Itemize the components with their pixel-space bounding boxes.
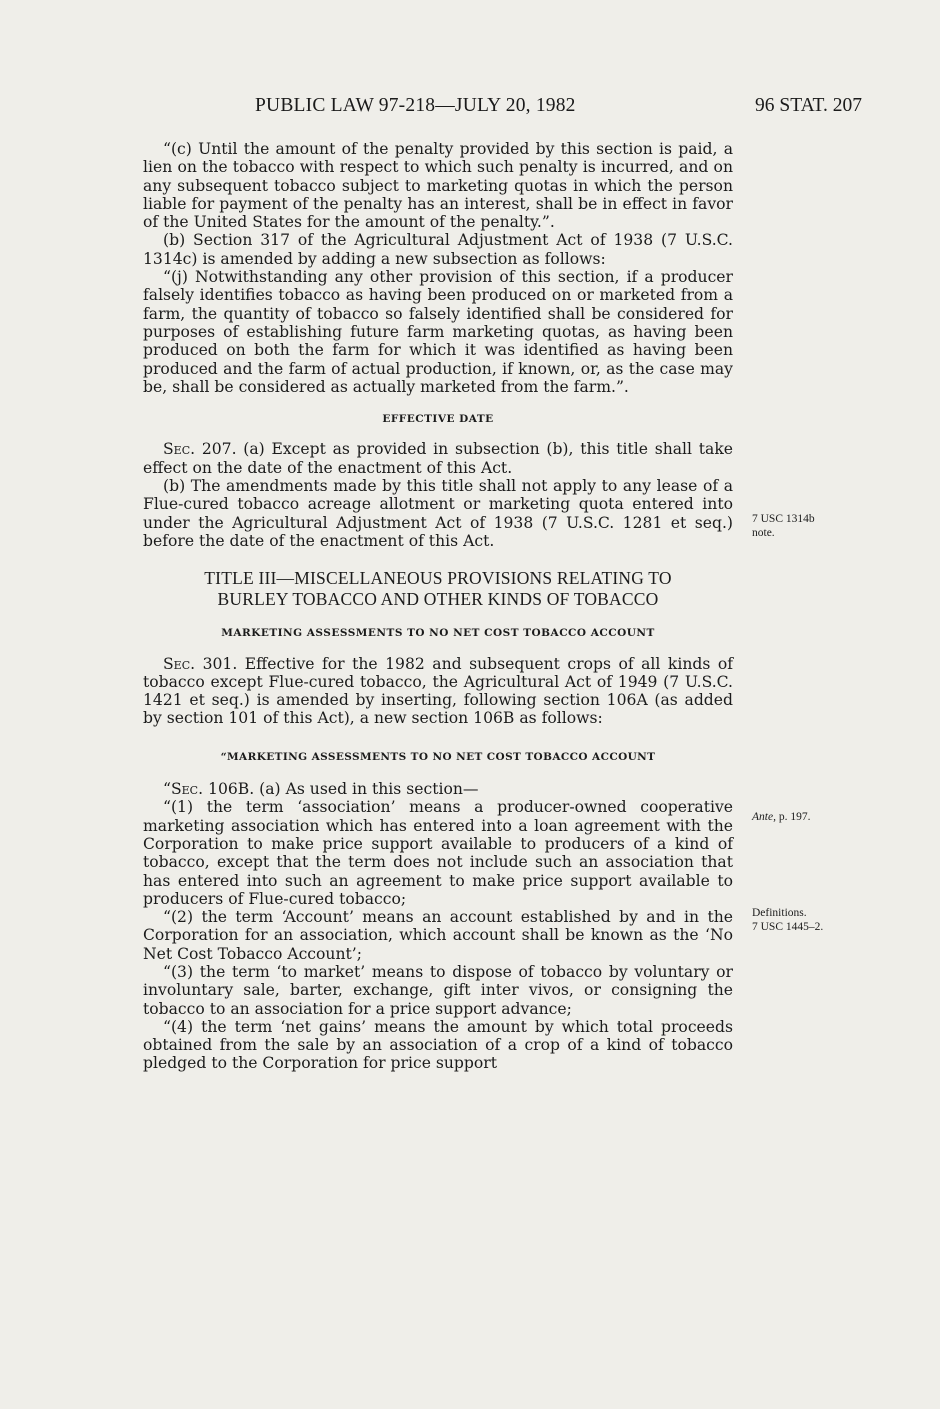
sec-207a-text: 207. (a) Except as provided in subsection (b), this title shall take effect on the date of the enactment of this Act.	[143, 440, 733, 477]
paragraph-sec-301	[143, 655, 733, 728]
definition-net-gains: “(4) the term ‘net gains’ means the amount by which total proceeds obtained from the sale by an association of a crop of a kind of tobacco pledged to the Corporation for price support	[143, 1017, 733, 1073]
definition-association: “(1) the term ‘association’ means a producer-owned cooperative marketing association which has entered into a loan agreement with the Corporation to make price support available to producers of a kind of tobacco, except that the term does not include such an association that has entered into such an agreement to make price support available to producers of Flue-cured tobacco;	[143, 798, 733, 908]
paragraph-lien: “(c) Until the amount of the penalty provided by this section is paid, a lien on the tobacco with respect to which such penalty is incurred, and on any subsequent tobacco subject to marketing quotas in which the person liable for payment of the penalty has an interest, shall be in effect in favor of the United States for the amount of the penalty.”.	[143, 140, 733, 232]
sec-106b-text: 106B. (a) As used in this section—	[203, 780, 479, 799]
sec-label-106b: “Sec.	[163, 780, 204, 799]
margin-note-definitions-line2: 7 USC 1445–2.	[752, 921, 824, 933]
margin-note-ante-italic: Ante,	[752, 811, 776, 823]
paragraph-subsection-j: “(j) Notwithstanding any other provision of this section, if a producer falsely identifies tobacco as having been produced on or marketed from a farm, the quantity of tobacco so falsely identified shall be considered for purposes of establishing future farm marketing quotas, as having been produced on both the farm for which it was identified as having been produced and the farm of actual production, if known, or, as the case may be, shall be considered as actually marketed from the farm.”.	[143, 268, 733, 396]
header-title: PUBLIC LAW 97-218—JULY 20, 1982	[255, 95, 576, 116]
paragraph-sec-207a	[143, 440, 733, 477]
title-iii-line1: TITLE III—MISCELLANEOUS PROVISIONS RELATING TO	[204, 568, 672, 589]
heading-marketing-assessments: MARKETING ASSESSMENTS TO NO NET COST TOBACCO ACCOUNT	[221, 627, 655, 640]
margin-note-definitions	[752, 906, 823, 934]
margin-note-7usc1314b-line2: note.	[752, 527, 775, 539]
definition-to-market: “(3) the term ‘to market’ means to dispose of tobacco by voluntary or involuntary sale, barter, exchange, gift inter vivos, or consigning the tobacco to an association for a price support advance;	[143, 962, 733, 1018]
paragraph-sec-106b	[143, 780, 733, 798]
sec-label-207: Sec.	[163, 440, 196, 459]
heading-effective-date: EFFECTIVE DATE	[382, 413, 494, 426]
paragraph-sec-207b: (b) The amendments made by this title shall not apply to any lease of a Flue-cured tobacco acreage allotment or marketing quota entered into under the Agricultural Adjustment Act of 1938 (7 U.S.C. 1281 et seq.) before the date of the enactment of this Act.	[143, 477, 733, 550]
title-iii-line2: BURLEY TOBACCO AND OTHER KINDS OF TOBACCO	[217, 589, 659, 610]
heading-marketing-assessments-quoted: “MARKETING ASSESSMENTS TO NO NET COST TOBACCO ACCOUNT	[220, 750, 656, 763]
header-stat-citation: 96 STAT. 207	[755, 95, 862, 116]
page-header	[0, 95, 940, 121]
definition-account: “(2) the term ‘Account’ means an account established by and in the Corporation for an association, which account shall be known as the ‘No Net Cost Tobacco Account’;	[143, 908, 733, 963]
margin-note-7usc1314b	[752, 512, 815, 540]
margin-note-definitions-line1: Definitions.	[752, 907, 807, 919]
margin-note-ante	[752, 810, 810, 824]
paragraph-section-317: (b) Section 317 of the Agricultural Adjustment Act of 1938 (7 U.S.C. 1314c) is amended by adding a new subsection as follows:	[143, 231, 733, 268]
sec-301-text: 301. Effective for the 1982 and subsequent crops of all kinds of tobacco except Flue-cured tobacco, the Agricultural Act of 1949 (7 U.S.C. 1421 et seq.) is amended by inserting, following section 106A (as added by section 101 of this Act), a new section 106B as follows:	[143, 654, 733, 728]
title-iii-heading	[143, 568, 733, 610]
margin-note-7usc1314b-line1: 7 USC 1314b	[752, 513, 815, 525]
document-body	[143, 140, 733, 1073]
sec-label-301: Sec.	[163, 654, 196, 673]
margin-note-ante-page: p. 197.	[775, 811, 811, 823]
